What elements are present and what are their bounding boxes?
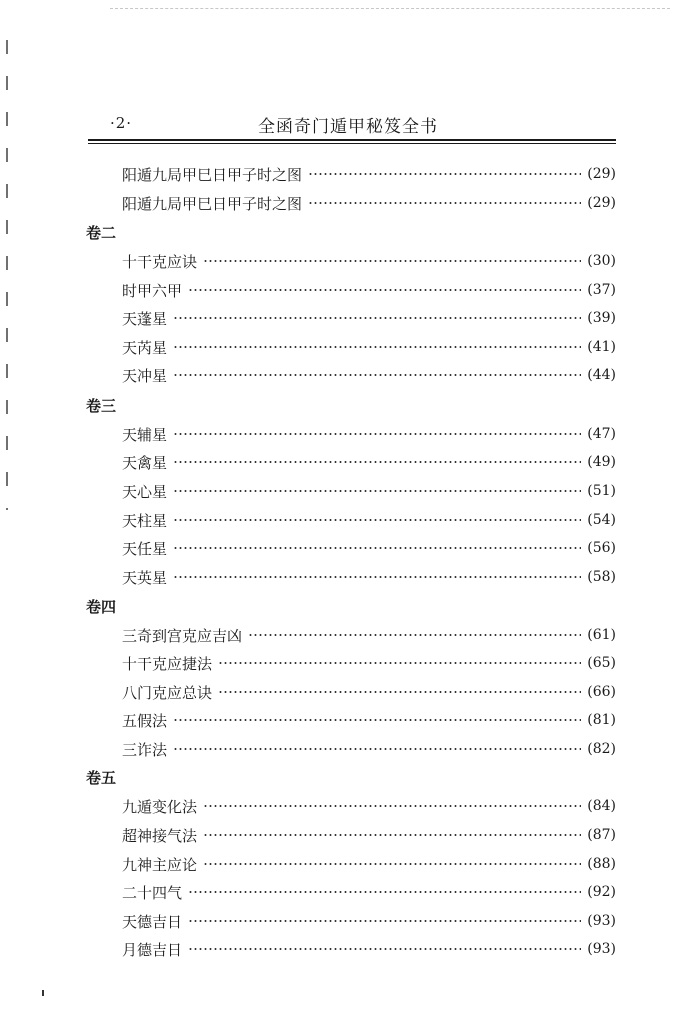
dot-leader [188, 920, 581, 922]
dot-leader [203, 805, 581, 807]
toc-entry-page: (81) [587, 712, 616, 728]
toc-entry-page: (87) [587, 827, 616, 843]
toc-entry-page: (39) [587, 310, 616, 326]
toc-entry-title: 天芮星 [122, 338, 168, 357]
toc-entry-page: (29) [587, 166, 616, 182]
toc-entry [122, 537, 616, 559]
dot-leader [218, 662, 581, 664]
toc-entry [122, 709, 616, 731]
dot-leader [203, 834, 581, 836]
toc-entry-title: 阳遁九局甲巳日甲子时之图 [122, 194, 303, 213]
toc-entry [122, 910, 616, 932]
toc-entry-page: (47) [587, 426, 616, 442]
dot-leader [173, 748, 581, 750]
toc-entry-title: 天英星 [122, 568, 168, 587]
toc-entry-page: (88) [587, 856, 616, 872]
toc-entry [122, 824, 616, 846]
dot-leader [308, 202, 581, 204]
running-header [88, 110, 616, 138]
toc-entry [122, 423, 616, 445]
toc-entry-page: (66) [587, 684, 616, 700]
toc-entry-page: (41) [587, 339, 616, 355]
toc-entry-title: 九遁变化法 [122, 797, 198, 816]
toc-entry [122, 307, 616, 329]
toc-entry-title: 超神接气法 [122, 826, 198, 845]
toc-entry-page: (61) [587, 627, 616, 643]
toc-entry-page: (93) [587, 941, 616, 957]
toc-entry [122, 364, 616, 386]
book-title: 全函奇门遁甲秘笈全书 [258, 117, 438, 137]
toc-entry-title: 二十四气 [122, 883, 183, 902]
dot-leader [248, 634, 581, 636]
toc-entry-page: (56) [587, 540, 616, 556]
volume-heading: 卷三 [86, 397, 117, 415]
volume-heading: 卷二 [86, 224, 117, 242]
toc-entry-page: (54) [587, 512, 616, 528]
toc-entry [122, 250, 616, 272]
dot-leader [203, 260, 581, 262]
toc-entry [122, 279, 616, 301]
dot-leader [173, 346, 581, 348]
volume-heading: 卷四 [86, 598, 117, 616]
toc-entry [122, 853, 616, 875]
toc-entry-title: 九神主应论 [122, 855, 198, 874]
toc-entry-page: (93) [587, 913, 616, 929]
dot-leader [308, 173, 581, 175]
scan-artifact-top [110, 8, 670, 13]
toc-entry-title: 十干克应捷法 [122, 654, 213, 673]
toc-entry [122, 938, 616, 960]
header-rule-thick [88, 139, 616, 141]
toc-entry [122, 192, 616, 214]
toc-entry-page: (49) [587, 454, 616, 470]
toc-entry-page: (58) [587, 569, 616, 585]
dot-leader [173, 374, 581, 376]
toc-entry-page: (29) [587, 195, 616, 211]
toc-entry-page: (44) [587, 367, 616, 383]
dot-leader [173, 317, 581, 319]
toc-entry-title: 阳遁九局甲巳日甲子时之图 [122, 165, 303, 184]
toc-entry [122, 480, 616, 502]
toc-entry-title: 十干克应诀 [122, 252, 198, 271]
toc-entry-title: 月德吉日 [122, 940, 183, 959]
toc-entry-page: (51) [587, 483, 616, 499]
toc-entry [122, 738, 616, 760]
dot-leader [188, 289, 581, 291]
dot-leader [173, 576, 581, 578]
toc-entry-title: 三诈法 [122, 740, 168, 759]
toc-entry-title: 三奇到宫克应吉凶 [122, 626, 243, 645]
toc-entry [122, 652, 616, 674]
dot-leader [188, 891, 581, 893]
toc-entry-title: 天德吉日 [122, 912, 183, 931]
scan-artifact-mark [42, 990, 44, 996]
header-rule-thin [88, 143, 616, 144]
toc-entry [122, 624, 616, 646]
toc-entry-title: 天辅星 [122, 425, 168, 444]
dot-leader [218, 691, 581, 693]
dot-leader [173, 433, 581, 435]
dot-leader [173, 490, 581, 492]
toc-entry-page: (65) [587, 655, 616, 671]
toc-entry [122, 881, 616, 903]
toc-entry [122, 336, 616, 358]
toc-entry-page: (92) [587, 884, 616, 900]
toc-entry [122, 566, 616, 588]
dot-leader [173, 519, 581, 521]
volume-heading: 卷五 [86, 769, 117, 787]
toc-entry-title: 五假法 [122, 711, 168, 730]
dot-leader [173, 461, 581, 463]
toc-entry-title: 八门克应总诀 [122, 683, 213, 702]
toc-entry [122, 681, 616, 703]
toc-entry-title: 天冲星 [122, 366, 168, 385]
toc-entry-title: 天禽星 [122, 453, 168, 472]
toc-entry [122, 795, 616, 817]
dot-leader [173, 719, 581, 721]
toc-entry [122, 451, 616, 473]
toc-entry-title: 天蓬星 [122, 309, 168, 328]
toc-entry-title: 天心星 [122, 482, 168, 501]
toc-entry-page: (82) [587, 741, 616, 757]
toc-entry [122, 163, 616, 185]
toc-entry-page: (30) [587, 253, 616, 269]
scan-artifact-left-edge [6, 40, 8, 510]
toc-entry [122, 509, 616, 531]
toc-entry-page: (84) [587, 798, 616, 814]
dot-leader [188, 948, 581, 950]
toc-entry-title: 天柱星 [122, 511, 168, 530]
dot-leader [203, 863, 581, 865]
toc-entry-title: 时甲六甲 [122, 281, 183, 300]
dot-leader [173, 547, 581, 549]
toc-entry-page: (37) [587, 282, 616, 298]
page-number: ·2· [110, 114, 133, 132]
toc-entry-title: 天任星 [122, 539, 168, 558]
